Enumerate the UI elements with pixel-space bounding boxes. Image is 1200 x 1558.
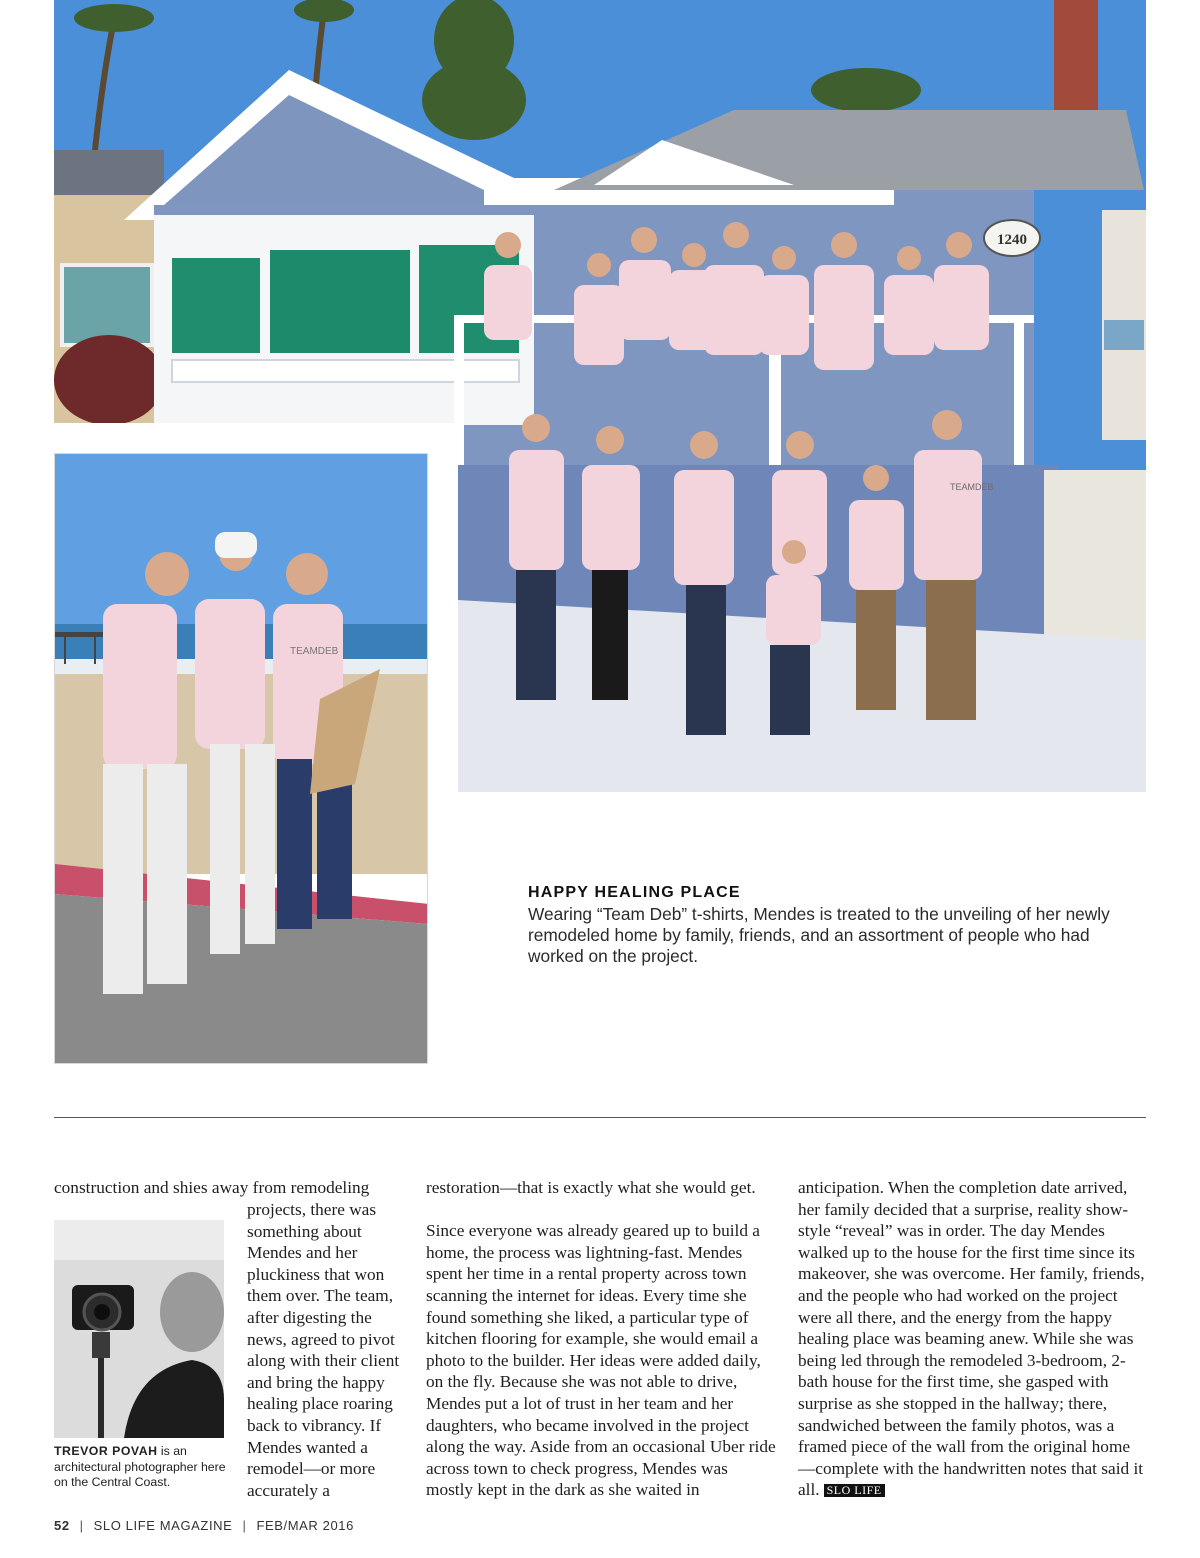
author-bio-text: is an architectural photographer here on the Central Coast. xyxy=(54,1444,226,1489)
inset-photo xyxy=(54,453,428,1064)
column2-paragraph: Since everyone was already geared up to build a home, the process was lightning-fast. Mendes spent her time in a rental property across town scanning the internet for ideas. Every time she found something she liked, a particular type of kitchen flooring for example, she would email a photo to the builder. Her ideas were added daily, on the fly. Because she was not able to drive, Mendes put a lot of trust in her team and her daughters, who became involved in the project along the way. Aside from an occasional Uber ride across town to check progress, Mendes was mostly kept in the dark as she waited in xyxy=(426,1221,776,1500)
inset-shirt-text: TEAMDEB xyxy=(290,646,339,657)
column2 xyxy=(426,1177,776,1501)
column3 xyxy=(798,1177,1146,1501)
page-number: 52 xyxy=(54,1518,70,1533)
author-photo xyxy=(54,1220,224,1438)
issue-date: FEB/MAR 2016 xyxy=(256,1518,354,1533)
photo-caption xyxy=(528,884,1148,967)
footer-separator: | xyxy=(79,1518,84,1533)
column1-lead-line: construction and shies away from remodeling xyxy=(54,1178,370,1197)
caption-title: HAPPY HEALING PLACE xyxy=(528,884,741,901)
column2-paragraph: restoration—that is exactly what she would get. xyxy=(426,1178,756,1197)
end-mark: SLO LIFE xyxy=(824,1484,885,1497)
page-footer xyxy=(54,1518,354,1533)
author-name: TREVOR POVAH xyxy=(54,1444,158,1458)
column1-text: projects, there was something about Mendes and her pluckiness that won them over. The team, after digesting the news, agreed to pivot along with their client and bring the happy healing place roaring back to vibrancy. If Mendes wanted a remodel—or more accurately a xyxy=(247,1200,400,1500)
main-shirt-text: TEAMDEB xyxy=(950,482,994,492)
footer-separator: | xyxy=(242,1518,247,1533)
caption-text: Wearing “Team Deb” t-shirts, Mendes is treated to the unveiling of her newly remodeled home by family, friends, and an assortment of people who had worked on the project. xyxy=(528,904,1110,966)
section-divider xyxy=(54,1117,1146,1118)
author-bio xyxy=(54,1444,234,1491)
house-number: 1240 xyxy=(997,232,1027,248)
publication-name: SLO LIFE MAGAZINE xyxy=(93,1518,233,1533)
column3-text: anticipation. When the completion date arrived, her family decided that a surprise, reality show-style “reveal” was in order. The day Mendes walked up to the house for the first time since its makeover, she was overcome. Her family, friends, and the people who had worked on the project were all there, and the energy from the happy healing place was beaming anew. While she was being led through the remodeled 3-bedroom, 2-bath house for the first time, she gasped with surprise as she stopped in the hallway; there, sandwiched between the family photos, was a framed piece of the wall from the original home—complete with the handwritten notes that said it all. xyxy=(798,1178,1145,1500)
